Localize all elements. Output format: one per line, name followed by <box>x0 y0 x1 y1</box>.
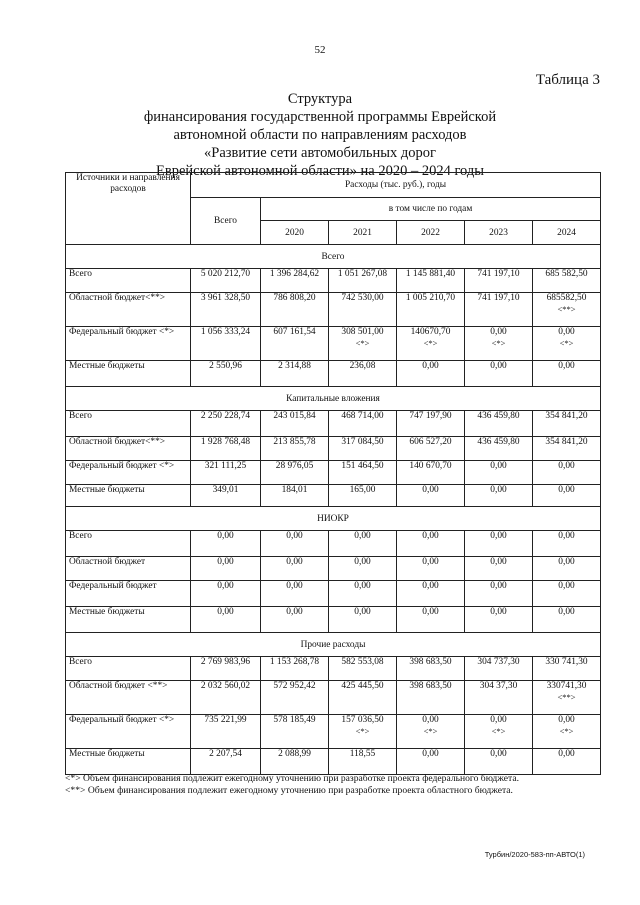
value-cell <box>533 269 601 293</box>
table-row <box>66 681 601 715</box>
table-row <box>66 557 601 581</box>
cell-value: 0,00 <box>422 361 439 371</box>
value-cell <box>465 531 533 557</box>
row-label: Областной бюджет<**> <box>66 437 191 461</box>
cell-value: 741 197,10 <box>477 293 520 303</box>
cell-value: 0,00 <box>558 531 575 541</box>
cell-value: 468 714,00 <box>341 411 384 421</box>
value-cell <box>191 749 261 775</box>
cell-value: 685 582,50 <box>545 269 588 279</box>
cell-value: 354 841,20 <box>545 411 588 421</box>
table-row <box>66 327 601 361</box>
table-row <box>66 581 601 607</box>
value-cell <box>261 293 329 327</box>
cell-value: 1 153 268,78 <box>269 657 320 667</box>
header-year: 2024 <box>533 221 601 245</box>
cell-value: 2 769 983,96 <box>200 657 251 667</box>
cell-value: 0,00 <box>558 607 575 617</box>
table-row <box>66 437 601 461</box>
value-cell <box>533 715 601 749</box>
cell-value: 398 683,50 <box>409 657 452 667</box>
cell-value: 304 737,30 <box>477 657 520 667</box>
value-cell <box>397 715 465 749</box>
cell-value: 0,00 <box>354 581 371 591</box>
cell-value: 0,00 <box>217 531 234 541</box>
value-cell <box>329 557 397 581</box>
footnote: <**> Объем финансирования подлежит ежегодному уточнению при разработке проекта областного бюджета. <box>65 785 513 796</box>
value-cell <box>397 749 465 775</box>
value-cell <box>261 461 329 485</box>
value-cell <box>329 437 397 461</box>
cell-value: 157 036,50 <box>341 715 384 725</box>
value-cell <box>397 531 465 557</box>
cell-value: 0,00 <box>558 327 575 337</box>
value-cell <box>397 607 465 633</box>
cell-value: 0,00 <box>490 327 507 337</box>
value-cell <box>261 681 329 715</box>
value-cell <box>329 657 397 681</box>
value-cell <box>533 461 601 485</box>
cell-value: 5 020 212,70 <box>200 269 251 279</box>
value-cell <box>329 411 397 437</box>
value-cell <box>329 269 397 293</box>
document-stamp: Турбин/2020-583-пп-АВТО(1) <box>484 850 585 859</box>
cell-value: 1 145 881,40 <box>405 269 456 279</box>
cell-value: 0,00 <box>422 557 439 567</box>
value-cell <box>329 461 397 485</box>
page-number: 52 <box>314 44 326 56</box>
row-label: Всего <box>66 531 191 557</box>
cell-value: 607 161,54 <box>273 327 316 337</box>
cell-value: 0,00 <box>286 557 303 567</box>
cell-value: 436 459,80 <box>477 437 520 447</box>
cell-value: 165,00 <box>349 485 376 495</box>
value-cell <box>261 531 329 557</box>
header-total: Всего <box>191 198 261 245</box>
cell-value: 0,00 <box>422 531 439 541</box>
value-cell <box>533 411 601 437</box>
value-cell <box>329 749 397 775</box>
cell-value: 606 527,20 <box>409 437 452 447</box>
cell-value: 735 221,99 <box>204 715 247 725</box>
value-cell <box>329 485 397 507</box>
value-cell <box>261 437 329 461</box>
value-cell <box>191 581 261 607</box>
cell-value: 213 855,78 <box>273 437 316 447</box>
cell-value: 0,00 <box>558 361 575 371</box>
header-year: 2020 <box>261 221 329 245</box>
cell-value: 425 445,50 <box>341 681 384 691</box>
header-expenses: Расходы (тыс. руб.), годы <box>191 173 601 198</box>
cell-value: 151 464,50 <box>341 461 384 471</box>
cell-value: 0,00 <box>490 607 507 617</box>
value-cell <box>191 437 261 461</box>
value-cell <box>191 531 261 557</box>
cell-value: 0,00 <box>490 485 507 495</box>
value-cell <box>191 461 261 485</box>
table-row <box>66 657 601 681</box>
cell-value: 0,00 <box>422 581 439 591</box>
value-cell <box>261 557 329 581</box>
value-cell <box>397 411 465 437</box>
section-title: Всего <box>66 245 601 269</box>
cell-value: 1 005 210,70 <box>405 293 456 303</box>
value-cell <box>533 749 601 775</box>
value-cell <box>261 657 329 681</box>
value-cell <box>533 485 601 507</box>
header-sources: Источники и направления расходов <box>66 173 191 245</box>
cell-value: 0,00 <box>217 607 234 617</box>
value-cell <box>397 581 465 607</box>
cell-value: 317 084,50 <box>341 437 384 447</box>
cell-value: 0,00 <box>558 461 575 471</box>
cell-value: 742 530,00 <box>341 293 384 303</box>
cell-value: 0,00 <box>490 531 507 541</box>
value-cell <box>191 681 261 715</box>
section-title: Прочие расходы <box>66 633 601 657</box>
value-cell <box>191 293 261 327</box>
value-cell <box>397 557 465 581</box>
row-label: Местные бюджеты <box>66 485 191 507</box>
table-row <box>66 749 601 775</box>
cell-value: 0,00 <box>354 557 371 567</box>
footnotes <box>65 773 600 797</box>
table-row <box>66 361 601 387</box>
cell-footnote-mark: <*> <box>559 338 574 348</box>
cell-value: 0,00 <box>490 749 507 759</box>
value-cell <box>191 657 261 681</box>
section-row <box>66 245 601 269</box>
title-line: автономной области по направлениям расходов <box>173 127 467 143</box>
value-cell <box>465 437 533 461</box>
cell-value: 398 683,50 <box>409 681 452 691</box>
value-cell <box>533 361 601 387</box>
value-cell <box>329 715 397 749</box>
row-label: Федеральный бюджет <box>66 581 191 607</box>
cell-value: 0,00 <box>354 607 371 617</box>
cell-value: 0,00 <box>286 581 303 591</box>
footnote: <*> Объем финансирования подлежит ежегодному уточнению при разработке проекта федерального бюджета. <box>65 773 519 784</box>
cell-value: 28 976,05 <box>275 461 314 471</box>
value-cell <box>329 361 397 387</box>
value-cell <box>329 531 397 557</box>
cell-value: 0,00 <box>217 581 234 591</box>
cell-value: 1 396 284,62 <box>269 269 320 279</box>
table-row <box>66 485 601 507</box>
section-row <box>66 633 601 657</box>
cell-value: 0,00 <box>217 557 234 567</box>
value-cell <box>465 749 533 775</box>
section-title: НИОКР <box>66 507 601 531</box>
cell-value: 2 207,54 <box>209 749 242 759</box>
cell-value: 0,00 <box>490 557 507 567</box>
cell-value: 118,55 <box>349 749 376 759</box>
row-label: Областной бюджет<**> <box>66 293 191 327</box>
row-label: Всего <box>66 411 191 437</box>
cell-value: 0,00 <box>490 581 507 591</box>
cell-footnote-mark: <*> <box>355 338 370 348</box>
cell-value: 1 928 768,48 <box>200 437 251 447</box>
cell-value: 741 197,10 <box>477 269 520 279</box>
value-cell <box>191 361 261 387</box>
value-cell <box>465 361 533 387</box>
section-row <box>66 387 601 411</box>
cell-value: 140670,70 <box>410 327 451 337</box>
value-cell <box>261 715 329 749</box>
cell-value: 747 197,90 <box>409 411 452 421</box>
cell-footnote-mark: <*> <box>423 338 438 348</box>
row-label: Всего <box>66 657 191 681</box>
cell-value: 2 032 560,02 <box>200 681 251 691</box>
cell-value: 0,00 <box>558 749 575 759</box>
cell-value: 1 056 333,24 <box>200 327 251 337</box>
cell-value: 140 670,70 <box>409 461 452 471</box>
title-line: финансирования государственной программы Еврейской <box>143 109 497 125</box>
value-cell <box>397 327 465 361</box>
value-cell <box>191 715 261 749</box>
cell-value: 3 961 328,50 <box>200 293 251 303</box>
cell-value: 236,08 <box>349 361 376 371</box>
value-cell <box>397 461 465 485</box>
value-cell <box>533 557 601 581</box>
cell-value: 0,00 <box>558 485 575 495</box>
value-cell <box>465 269 533 293</box>
row-label: Местные бюджеты <box>66 361 191 387</box>
value-cell <box>465 715 533 749</box>
header-by-years: в том числе по годам <box>261 198 601 221</box>
value-cell <box>329 293 397 327</box>
cell-value: 330741,30 <box>546 681 587 691</box>
cell-value: 685582,50 <box>546 293 587 303</box>
table-row <box>66 411 601 437</box>
cell-value: 786 808,20 <box>273 293 316 303</box>
value-cell <box>261 361 329 387</box>
value-cell <box>533 581 601 607</box>
value-cell <box>397 657 465 681</box>
cell-value: 0,00 <box>354 531 371 541</box>
value-cell <box>261 749 329 775</box>
title-line: «Развитие сети автомобильных дорог <box>204 145 436 161</box>
value-cell <box>397 681 465 715</box>
cell-value: 0,00 <box>558 715 575 725</box>
table-row <box>66 531 601 557</box>
value-cell <box>329 681 397 715</box>
value-cell <box>261 581 329 607</box>
table-row <box>66 715 601 749</box>
value-cell <box>191 411 261 437</box>
value-cell <box>465 485 533 507</box>
cell-value: 0,00 <box>422 749 439 759</box>
table-row <box>66 607 601 633</box>
cell-value: 354 841,20 <box>545 437 588 447</box>
cell-footnote-mark: <*> <box>355 726 370 736</box>
cell-value: 2 088,99 <box>278 749 311 759</box>
table-row <box>66 461 601 485</box>
value-cell <box>465 581 533 607</box>
cell-footnote-mark: <*> <box>559 726 574 736</box>
cell-value: 0,00 <box>558 581 575 591</box>
cell-value: 0,00 <box>286 607 303 617</box>
financing-table <box>65 172 601 775</box>
value-cell <box>397 361 465 387</box>
cell-value: 184,01 <box>281 485 308 495</box>
value-cell <box>465 681 533 715</box>
value-cell <box>533 531 601 557</box>
cell-value: 0,00 <box>558 557 575 567</box>
table-row <box>66 293 601 327</box>
value-cell <box>397 485 465 507</box>
cell-footnote-mark: <**> <box>557 304 576 314</box>
value-cell <box>397 437 465 461</box>
value-cell <box>465 607 533 633</box>
cell-value: 0,00 <box>490 461 507 471</box>
value-cell <box>465 293 533 327</box>
cell-value: 330 741,30 <box>545 657 588 667</box>
value-cell <box>533 681 601 715</box>
value-cell <box>191 327 261 361</box>
header-year: 2022 <box>397 221 465 245</box>
value-cell <box>533 293 601 327</box>
table-row <box>66 269 601 293</box>
cell-value: 0,00 <box>490 361 507 371</box>
cell-value: 0,00 <box>422 715 439 725</box>
value-cell <box>533 657 601 681</box>
value-cell <box>261 485 329 507</box>
cell-value: 304 37,30 <box>479 681 518 691</box>
cell-footnote-mark: <**> <box>557 692 576 702</box>
row-label: Областной бюджет <box>66 557 191 581</box>
cell-value: 578 185,49 <box>273 715 316 725</box>
header-year: 2021 <box>329 221 397 245</box>
value-cell <box>191 607 261 633</box>
cell-value: 1 051 267,08 <box>337 269 388 279</box>
value-cell <box>191 269 261 293</box>
cell-value: 2 314,88 <box>278 361 311 371</box>
cell-footnote-mark: <*> <box>491 726 506 736</box>
value-cell <box>191 485 261 507</box>
value-cell <box>261 269 329 293</box>
value-cell <box>329 327 397 361</box>
section-title: Капитальные вложения <box>66 387 601 411</box>
cell-value: 349,01 <box>212 485 239 495</box>
value-cell <box>261 411 329 437</box>
cell-value: 0,00 <box>286 531 303 541</box>
cell-value: 572 952,42 <box>273 681 316 691</box>
cell-value: 0,00 <box>490 715 507 725</box>
cell-value: 436 459,80 <box>477 411 520 421</box>
value-cell <box>191 557 261 581</box>
row-label: Областной бюджет <**> <box>66 681 191 715</box>
row-label: Федеральный бюджет <*> <box>66 715 191 749</box>
value-cell <box>397 269 465 293</box>
cell-value: 582 553,08 <box>341 657 384 667</box>
row-label: Местные бюджеты <box>66 749 191 775</box>
cell-value: 321 111,25 <box>204 461 247 471</box>
header-year: 2023 <box>465 221 533 245</box>
cell-footnote-mark: <*> <box>491 338 506 348</box>
cell-value: 243 015,84 <box>273 411 316 421</box>
cell-value: 2 550,96 <box>209 361 242 371</box>
row-label: Федеральный бюджет <*> <box>66 461 191 485</box>
title-line: Еврейской автономной области» на 2020 – 2024 годы <box>156 163 484 179</box>
value-cell <box>533 607 601 633</box>
cell-value: 0,00 <box>422 485 439 495</box>
cell-footnote-mark: <*> <box>423 726 438 736</box>
value-cell <box>465 411 533 437</box>
value-cell <box>465 461 533 485</box>
value-cell <box>329 581 397 607</box>
cell-value: 0,00 <box>422 607 439 617</box>
cell-value: 308 501,00 <box>341 327 384 337</box>
title-line: Структура <box>287 91 353 107</box>
table-label: Таблица 3 <box>535 72 600 88</box>
value-cell <box>329 607 397 633</box>
value-cell <box>533 437 601 461</box>
value-cell <box>465 657 533 681</box>
value-cell <box>261 327 329 361</box>
section-row <box>66 507 601 531</box>
value-cell <box>261 607 329 633</box>
cell-value: 2 250 228,74 <box>200 411 251 421</box>
document-title <box>0 90 640 180</box>
value-cell <box>533 327 601 361</box>
value-cell <box>465 557 533 581</box>
value-cell <box>397 293 465 327</box>
row-label: Всего <box>66 269 191 293</box>
row-label: Федеральный бюджет <*> <box>66 327 191 361</box>
row-label: Местные бюджеты <box>66 607 191 633</box>
value-cell <box>465 327 533 361</box>
